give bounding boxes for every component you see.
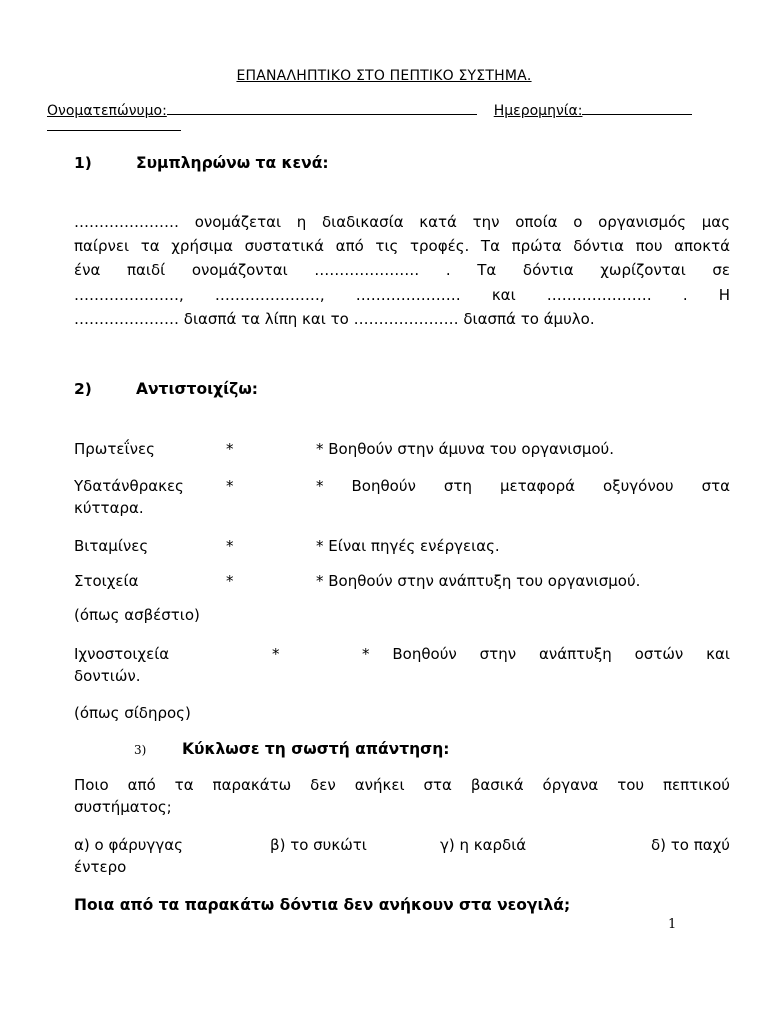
paragraph-line: ………………… διασπά τα λίπη και το ………………… διασπά το άμυλο. [74,309,595,328]
page-title: ΕΠΑΝΑΛΗΠΤΙΚΟ ΣΤΟ ΠΕΠΤΙΚΟ ΣΥΣΤΗΜΑ. [236,68,532,84]
match-left-term: Ιχνοστοιχεία [74,645,170,663]
question-line: συστήματος; [74,798,172,816]
match-row [74,475,730,519]
question-2: Ποια από τα παρακάτω δόντια δεν ανήκουν στα νεογιλά; [74,896,571,914]
name-label: Ονοματεπώνυμο: [47,103,167,119]
match-star: * [226,537,234,555]
match-right-desc-wrap: δοντιών. [74,667,141,685]
name-fill-line [167,100,477,115]
fill-in-paragraph [74,210,730,331]
match-row [74,535,730,557]
match-right-desc: * Βοηθούν στην ανάπτυξη οστών και [362,645,730,663]
section3-number: 3) [134,743,147,757]
match-star: * [226,477,234,495]
match-left-term: Πρωτεΐνες [74,440,155,458]
match-right-desc: * Βοηθούν στην ανάπτυξη του οργανισμού. [316,572,641,590]
match-note: (όπως σίδηρος) [74,704,191,722]
paragraph-line: …………………, …………………, ………………… και ………………… . Η [74,285,730,304]
match-right-desc: * Είναι πηγές ενέργειας. [316,537,500,555]
date-fill-line [582,100,692,115]
section2-heading [74,380,258,398]
question-line: Ποιο από τα παρακάτω δεν ανήκει στα βασικά όργανα του πεπτικού [74,776,730,794]
match-right-desc: * Βοηθούν στην άμυνα του οργανισμού. [316,440,615,458]
match-left-term: Βιταμίνες [74,537,149,555]
paragraph-line: ………………… ονομάζεται η διαδικασία κατά την οποία ο οργανισμός μας [74,213,730,231]
option-a[interactable]: α) ο φάρυγγας [74,836,183,854]
match-left-term: Στοιχεία [74,572,139,590]
option-b[interactable]: β) το συκώτι [270,836,367,854]
section3-heading [134,740,449,758]
match-row [74,643,730,687]
name-fill-line-continued [47,130,181,131]
paragraph-line: ένα παιδί ονομάζονται ………………… . Τα δόντια χωρίζονται σε [74,261,730,280]
section1-title: Συμπληρώνω τα κενά: [136,154,329,172]
match-row [74,438,730,460]
date-label: Ημερομηνία: [493,103,583,119]
match-left-term: Υδατάνθρακες [74,477,184,495]
option-c[interactable]: γ) η καρδιά [440,836,527,854]
section1-heading [74,154,329,172]
section1-number: 1) [74,154,92,172]
option-d-wrap: έντερο [74,858,127,876]
section2-title: Αντιστοιχίζω: [136,380,259,398]
option-d[interactable]: δ) το παχύ [650,836,730,854]
section3-question [74,774,730,818]
section2-number: 2) [74,380,92,398]
paragraph-line: παίρνει τα χρήσιμα συστατικά από τις τροφές. Τα πρώτα δόντια που αποκτά [74,237,730,256]
page-number: 1 [668,917,677,932]
section3-title: Κύκλωσε τη σωστή απάντηση: [182,740,450,758]
match-note: (όπως ασβέστιο) [74,606,200,624]
match-row [74,570,730,592]
match-right-desc-wrap: κύτταρα. [74,499,144,517]
name-date-row [47,100,727,119]
match-star: * [226,440,234,458]
match-star: * [272,645,280,663]
match-star: * [226,572,234,590]
match-right-desc: * Βοηθούν στη μεταφορά οξυγόνου στα [316,477,730,495]
